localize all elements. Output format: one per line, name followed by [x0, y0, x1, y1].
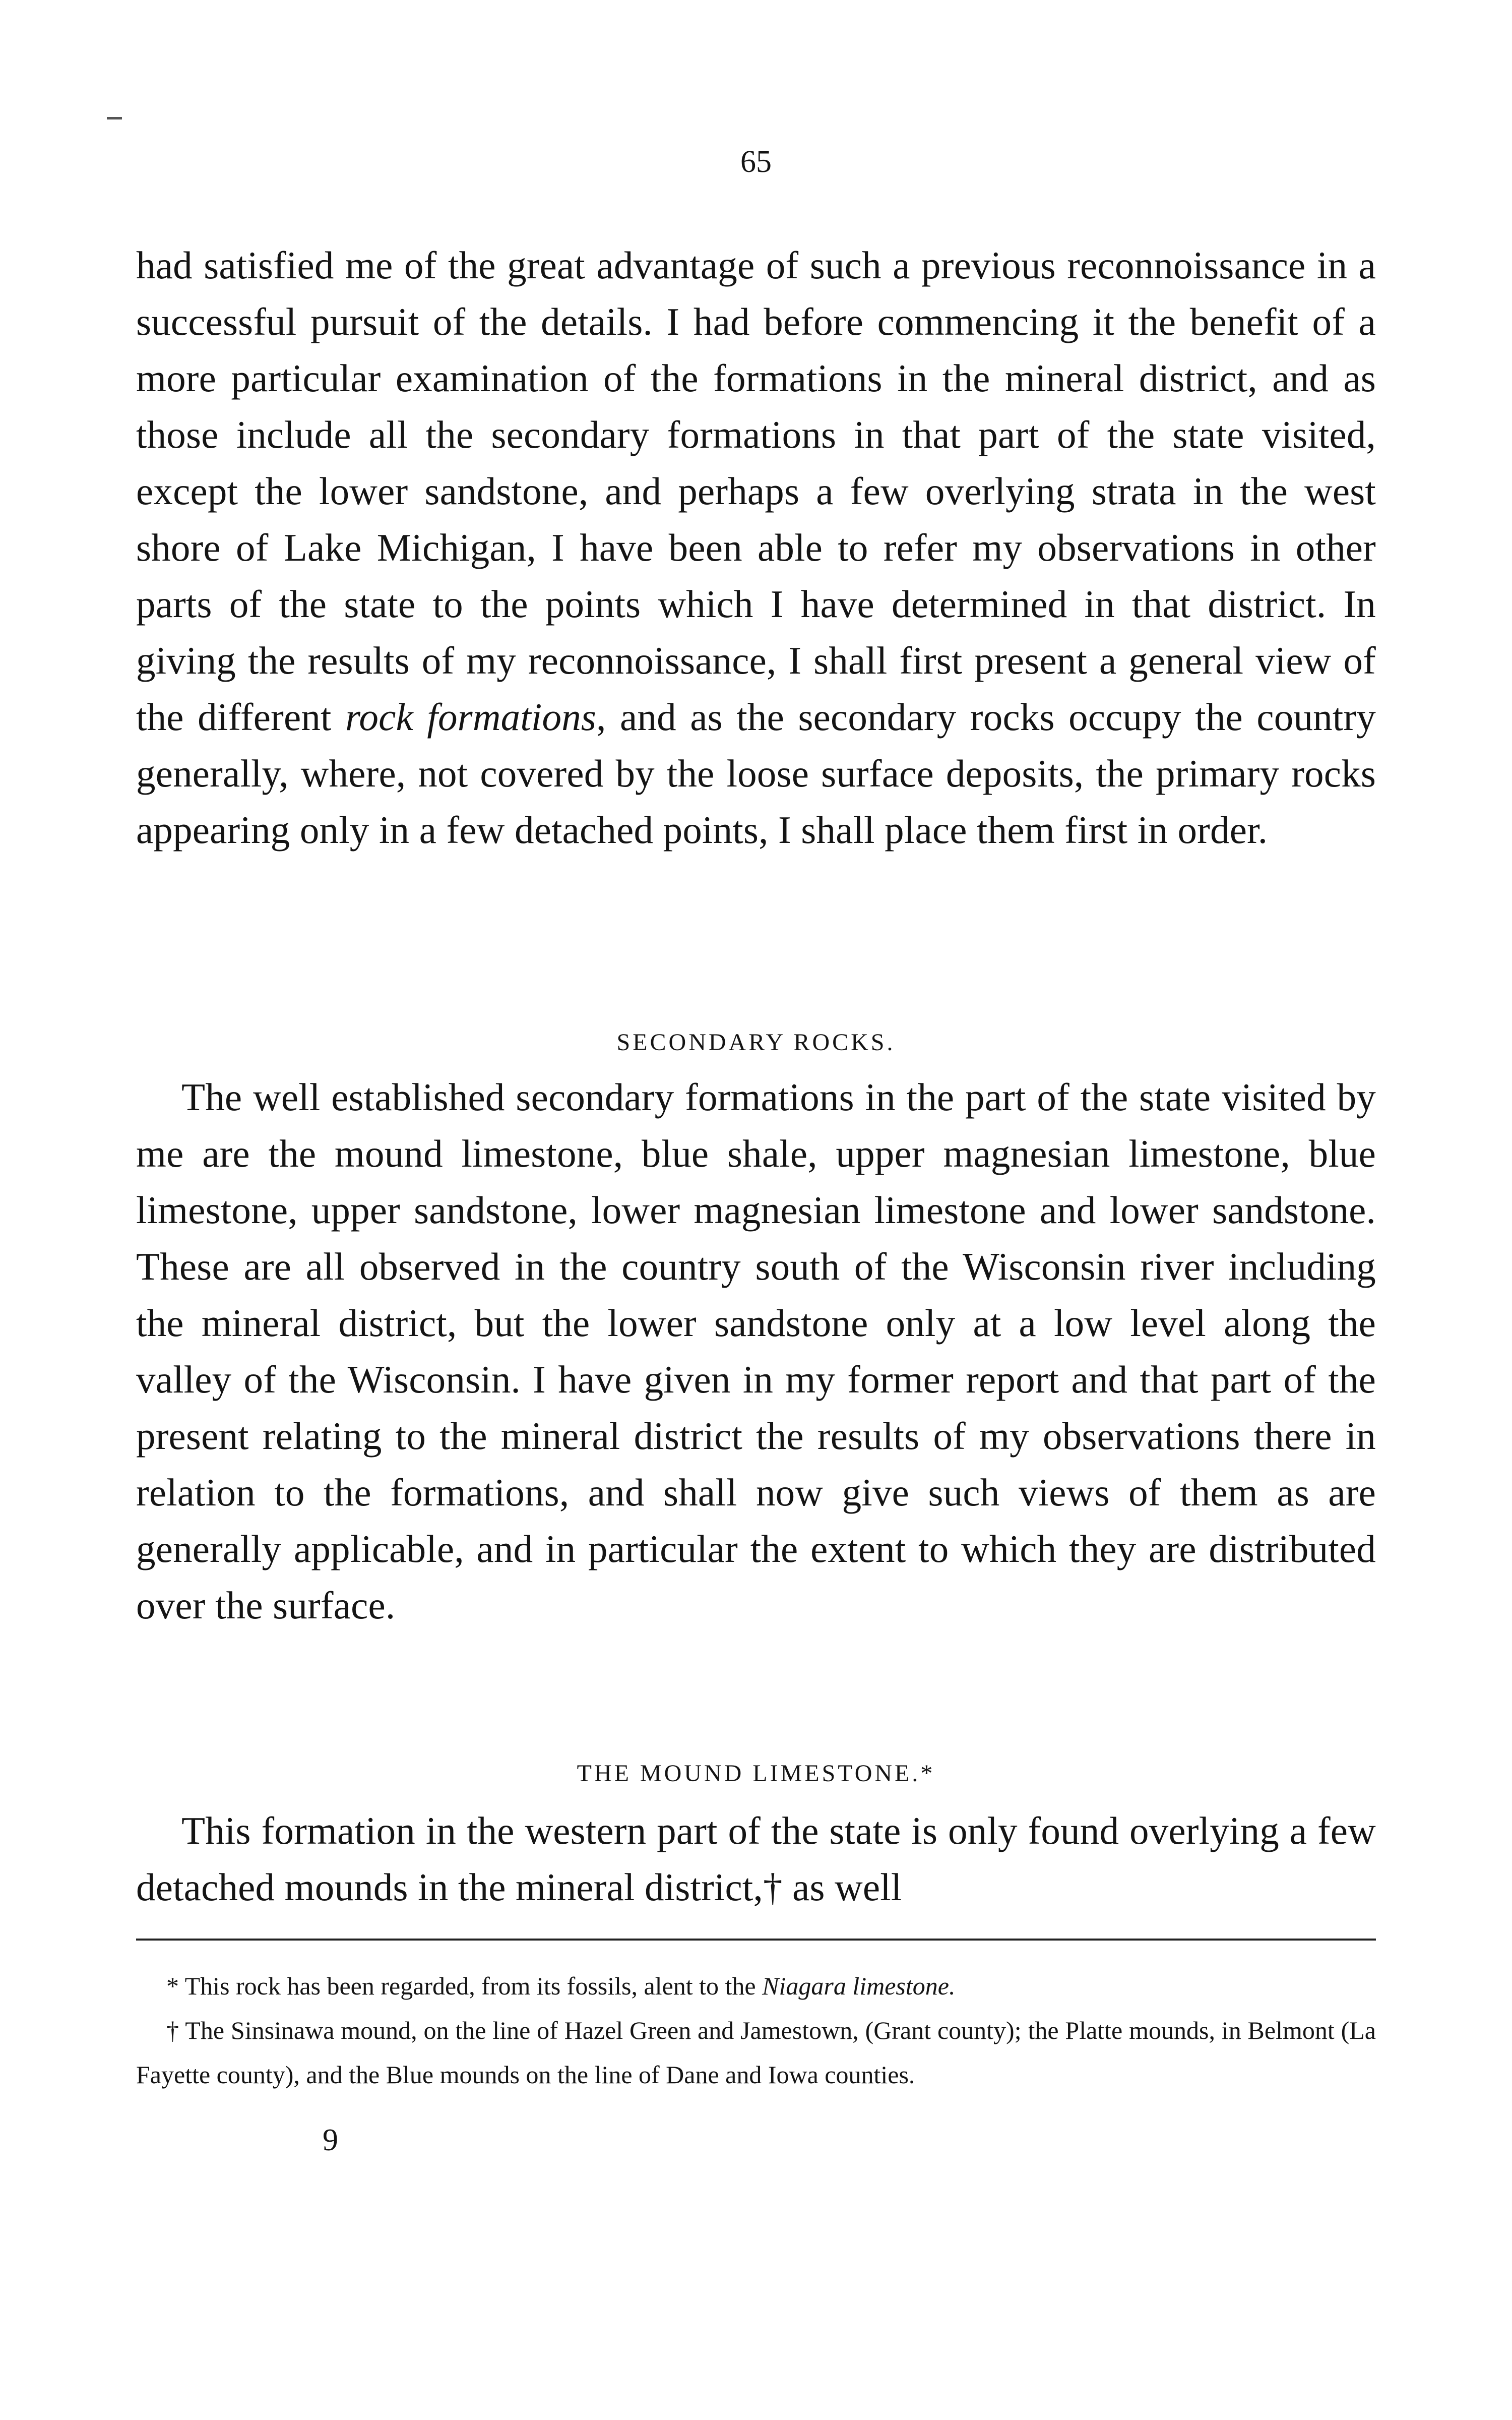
signature-mark: 9: [323, 2123, 338, 2157]
page-number: 65: [740, 145, 772, 179]
paragraph-intro-text-end: , and as the secondary rocks occupy the country generally, where, not covered by the loose surface deposits, the primary rocks appearing only in a few detached points, I shall place them first in order.: [136, 695, 1376, 852]
margin-mark: [107, 117, 122, 119]
paragraph-mound-limestone: This formation in the western part of the state is only found overlying a few detached mounds in the mineral district,† as well: [136, 1809, 1376, 1909]
paragraph-intro-italic: rock formations: [345, 695, 597, 739]
footnote-1: [136, 1964, 1376, 2008]
paragraph-secondary-rocks: The well established secondary formations in the part of the state visited by me are the mound limestone, blue shale, upper magnesian limestone, blue limestone, upper sandstone, lower magnesian limestone and lower sandstone. These are all observed in the country south of the Wisconsin river including the mineral district, but the lower sandstone only at a low level along the valley of the Wisconsin. I have given in my former report and that part of the present relating to the mineral district the results of my observations there in relation to the formations, and shall now give such views of them as are generally applicable, and in particular the extent to which they are distributed over the surface.: [136, 1075, 1376, 1627]
footnote-divider: [136, 1939, 1376, 1941]
paragraph-intro-text: had satisfied me of the great advantage of such a previous reconnoissance in a successful pursuit of the details. I had before commencing it the benefit of a more particular examination of the formations in the mineral district, and as those include all the secondary formations in that part of the state visited, except the lower sandstone, and perhaps a few overlying strata in the west shore of Lake Michigan, I have been able to refer my observations in other parts of the state to the points which I have determined in that district. In giving the results of my reconnoissance, I shall first present a general view of the different: [136, 244, 1376, 739]
section-heading-secondary-rocks: SECONDARY ROCKS.: [616, 1029, 896, 1056]
footnote-1-italic: Niagara limestone.: [762, 1972, 956, 2000]
footnote-2: † The Sinsinawa mound, on the line of Hazel Green and Jamestown, (Grant county); the Platte mounds, in Belmont (La Fayette county), and the Blue mounds on the line of Dane and Iowa counties.: [136, 2016, 1376, 2089]
footnotes: [136, 1964, 1376, 2097]
section-heading-mound-limestone: THE MOUND LIMESTONE.*: [577, 1760, 935, 1787]
footnote-1-text: * This rock has been regarded, from its fossils, alent to the: [166, 1972, 763, 2000]
paragraph-intro: [136, 237, 1376, 858]
